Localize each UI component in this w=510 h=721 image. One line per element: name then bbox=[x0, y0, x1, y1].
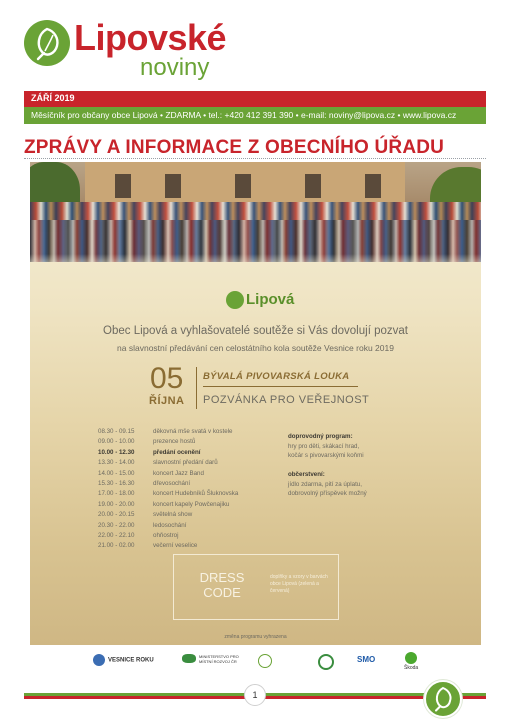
heading-divider bbox=[24, 158, 486, 159]
event-schedule bbox=[98, 428, 278, 553]
date-divider bbox=[196, 367, 197, 409]
issue-date: ZÁŘÍ 2019 bbox=[31, 93, 75, 103]
food-line: dobrovolný příspěvek možný bbox=[288, 490, 367, 497]
program-block bbox=[288, 432, 418, 461]
schedule-event: večerní veselice bbox=[153, 542, 198, 550]
event-day: 05 bbox=[150, 362, 184, 395]
event-poster bbox=[30, 162, 481, 645]
program-change-note: změna programu vyhrazena bbox=[224, 634, 287, 640]
schedule-row bbox=[98, 542, 278, 552]
schedule-time: 20.30 - 22.00 bbox=[98, 521, 135, 529]
schedule-time: 13.30 - 14.00 bbox=[98, 459, 135, 467]
photo-window bbox=[235, 174, 251, 198]
schedule-event: koncert kapely Powčenajiku bbox=[153, 500, 230, 508]
issue-bar bbox=[24, 91, 486, 107]
schedule-event: koncert Jazz Band bbox=[153, 469, 204, 477]
sponsor-label: VESNICE ROKU bbox=[108, 657, 154, 664]
photo-fade bbox=[30, 254, 481, 262]
sponsor-vesnice-roku bbox=[93, 654, 154, 668]
schedule-row bbox=[98, 459, 278, 469]
page-number: 1 bbox=[244, 684, 266, 706]
venue-divider bbox=[203, 386, 358, 387]
schedule-time: 19.00 - 20.00 bbox=[98, 500, 135, 508]
schedule-event: světelná show bbox=[153, 511, 193, 519]
schedule-row bbox=[98, 511, 278, 521]
event-venue: BÝVALÁ PIVOVARSKÁ LOUKA bbox=[203, 371, 350, 382]
schedule-event: slavnostní předání darů bbox=[153, 459, 218, 467]
dress-code-box bbox=[173, 554, 339, 620]
ministry-logo-icon bbox=[182, 654, 196, 663]
schedule-time: 09.00 - 10.00 bbox=[98, 438, 135, 446]
sponsor-label: MINISTERSTVO PRO MÍSTNÍ ROZVOJ ČR bbox=[199, 654, 239, 664]
sponsor-ministry bbox=[182, 654, 242, 668]
photo-window bbox=[165, 174, 181, 198]
lipova-logo-icon bbox=[226, 291, 244, 309]
schedule-time: 14.00 - 15.00 bbox=[98, 469, 135, 477]
sponsor-skoda bbox=[404, 652, 419, 671]
schedule-time: 21.00 - 02.00 bbox=[98, 542, 135, 550]
schedule-row bbox=[98, 501, 278, 511]
linden-leaf-icon bbox=[24, 20, 70, 66]
sponsor-smo: SMO bbox=[357, 655, 376, 664]
public-invitation: POZVÁNKA PRO VEŘEJNOST bbox=[203, 394, 370, 406]
schedule-event: koncert Hudebníků Šluknovska bbox=[153, 490, 239, 498]
invite-line-2: na slavnostní předávání cen celostátního kola soutěže Vesnice roku 2019 bbox=[117, 343, 394, 353]
sponsor-label: Škoda bbox=[404, 665, 419, 671]
linden-leaf-icon bbox=[424, 680, 462, 718]
schedule-row bbox=[98, 522, 278, 532]
schedule-event: ohňostroj bbox=[153, 531, 179, 539]
schedule-row bbox=[98, 428, 278, 438]
schedule-time: 10.00 - 12.30 bbox=[98, 448, 135, 456]
sponsor-region bbox=[318, 654, 337, 668]
dress-code-title: DRESS CODE bbox=[199, 570, 245, 600]
tagline: Měsíčník pro občany obce Lipová • ZDARMA • tel.: +420 412 391 390 • e-mail: noviny@lipova.cz • www.lipova.cz bbox=[31, 110, 457, 120]
region-logo-icon bbox=[318, 654, 334, 670]
schedule-event: ledosochání bbox=[153, 521, 187, 529]
masthead-title: Lipovské bbox=[74, 17, 227, 58]
schedule-event: předání ocenění bbox=[153, 448, 201, 456]
schedule-time: 20.00 - 20.15 bbox=[98, 511, 135, 519]
food-line: jídlo zdarma, pití za úplatu, bbox=[288, 480, 362, 488]
vesnice-roku-logo-icon bbox=[93, 654, 105, 666]
schedule-time: 17.00 - 18.00 bbox=[98, 490, 135, 498]
schedule-row bbox=[98, 480, 278, 490]
schedule-time: 15.30 - 16.30 bbox=[98, 479, 135, 487]
photo-window bbox=[305, 174, 321, 198]
event-month: ŘÍJNA bbox=[149, 395, 185, 407]
schedule-time: 08.30 - 09.15 bbox=[98, 428, 135, 435]
partner-logo-icon bbox=[258, 654, 272, 668]
group-photo bbox=[30, 162, 481, 262]
masthead-subtitle: noviny bbox=[140, 54, 210, 81]
photo-window bbox=[365, 174, 381, 198]
poster-logo-text: Lipová bbox=[246, 291, 295, 308]
schedule-row bbox=[98, 532, 278, 542]
food-heading: občerstvení: bbox=[288, 471, 325, 478]
schedule-row bbox=[98, 490, 278, 500]
schedule-time: 22.00 - 22.10 bbox=[98, 531, 135, 539]
invite-line-1: Obec Lipová a vyhlašovatelé soutěže si Vás dovolují pozvat bbox=[103, 325, 408, 337]
dress-code-note: doplňky a vzory v barvách obce Lipová (zelená a červená) bbox=[270, 574, 328, 594]
program-heading: doprovodný program: bbox=[288, 433, 353, 440]
tagline-bar bbox=[24, 107, 486, 124]
section-heading: ZPRÁVY A INFORMACE Z OBECNÍHO ÚŘADU bbox=[24, 137, 445, 158]
food-block bbox=[288, 470, 418, 499]
schedule-row bbox=[98, 449, 278, 459]
schedule-event: prezence hostů bbox=[153, 438, 196, 446]
sponsor-badge bbox=[258, 654, 275, 668]
schedule-event: děkovná mše svatá v kostele bbox=[153, 428, 233, 435]
photo-window bbox=[115, 174, 131, 198]
program-line: kočár s pivovarskými koňmi bbox=[288, 452, 364, 459]
schedule-row bbox=[98, 438, 278, 448]
skoda-logo-icon bbox=[405, 652, 417, 664]
schedule-row bbox=[98, 470, 278, 480]
schedule-event: dřevosochání bbox=[153, 479, 191, 487]
program-line: hry pro děti, skákací hrad, bbox=[288, 442, 360, 450]
